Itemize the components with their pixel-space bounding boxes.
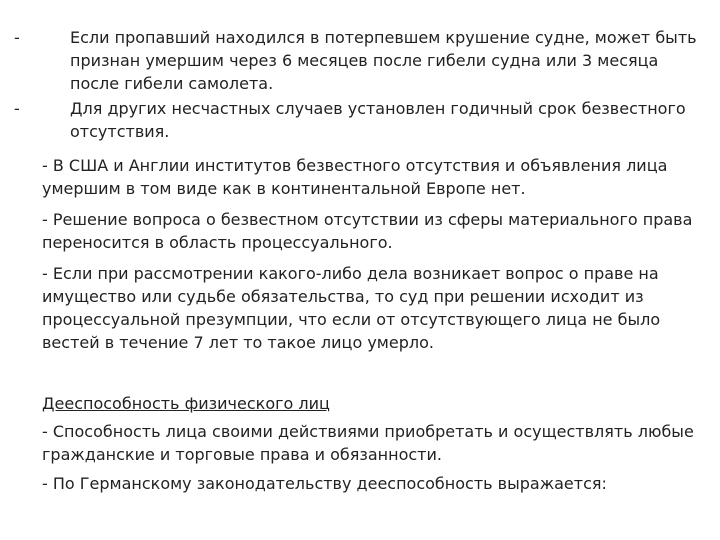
- bullet-marker: -: [14, 99, 20, 118]
- paragraph-germany: - По Германскому законодательству дееспособность выражается:: [42, 474, 607, 493]
- paragraph-capacity-definition: - Способность лица своими действиями приобретать и осуществлять любые гражданские и торговые права и обязанности.: [42, 422, 694, 464]
- paragraph-presumption: - Если при рассмотрении какого-либо дела возникает вопрос о праве на имущество или судьбе обязательства, то суд при решении исходит из процессуальной презумпции, что если от отсутствующего лица не было вестей в течение 7 лет то такое лицо умерло.: [42, 264, 661, 352]
- paragraph-usa-england: - В США и Англии институтов безвестного отсутствия и объявления лица умершим в том виде как в континентальной Европе нет.: [42, 156, 668, 198]
- bullet-item-other-accidents: [14, 97, 704, 143]
- paragraph-procedural: - Решение вопроса о безвестном отсутствии из сферы материального права переносится в область процессуального.: [42, 210, 693, 252]
- bullet-item-shipwreck: [14, 26, 704, 95]
- bullet-text: Если пропавший находился в потерпевшем крушение судне, может быть признан умершим через 6 месяцев после гибели судна или 3 месяца после гибели самолета.: [70, 28, 697, 93]
- bullet-text: Для других несчастных случаев установлен годичный срок безвестного отсутствия.: [70, 99, 686, 141]
- bullet-marker: -: [14, 28, 20, 47]
- section-heading: Дееспособность физического лиц: [42, 394, 330, 413]
- bullet-list: [14, 26, 704, 145]
